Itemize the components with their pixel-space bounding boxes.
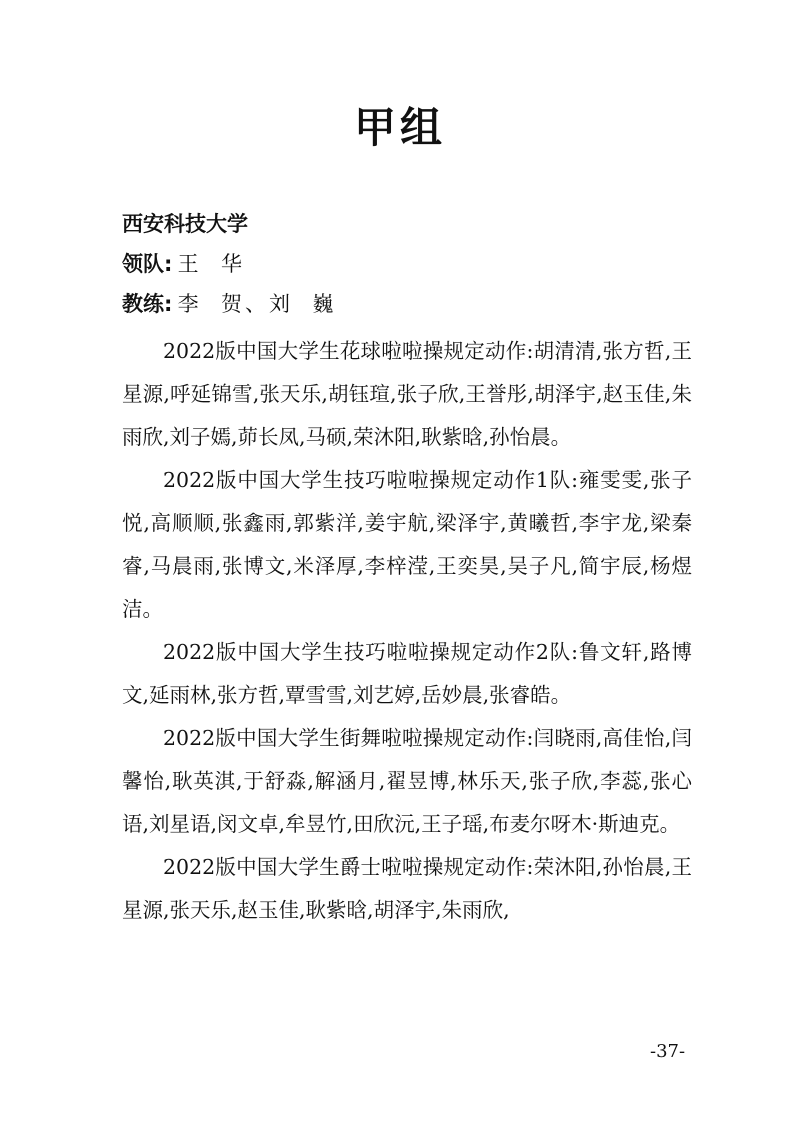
page-number: -37- <box>650 1041 686 1062</box>
leader-line <box>122 244 692 284</box>
page-title: 甲组 <box>353 103 446 152</box>
paragraph-stunt-routine-team-2: 2022版中国大学生技巧啦啦操规定动作2队:鲁文轩,路博文,延雨林,张方哲,覃雪雪,刘艺婷,岳妙晨,张睿皓。 <box>122 640 692 707</box>
leader-label: 领队: <box>122 252 173 276</box>
page-content <box>122 204 692 932</box>
coach-line <box>122 284 692 324</box>
coach-label: 教练: <box>122 292 173 316</box>
leader-value: 王 华 <box>177 252 246 276</box>
paragraph-pompom-routine: 2022版中国大学生花球啦啦操规定动作:胡清清,张方哲,王星源,呼延锦雪,张天乐,胡钰瑄,张子欣,王誉彤,胡泽宇,赵玉佳,朱雨欣,刘子嫣,茆长凤,马硕,荣沐阳,耿紫晗,孙怡晨。 <box>122 339 692 449</box>
coach-value: 李 贺、刘 巍 <box>177 292 337 316</box>
paragraph-stunt-routine-team-1: 2022版中国大学生技巧啦啦操规定动作1队:雍雯雯,张子悦,高顺顺,张鑫雨,郭紫洋,姜宇航,梁泽宇,黄曦哲,李宇龙,梁秦睿,马晨雨,张博文,米泽厚,李梓滢,王奕昊,吴子凡,简宇辰,杨煜洁。 <box>122 468 692 621</box>
school-name: 西安科技大学 <box>122 212 248 236</box>
paragraph-jazz-routine: 2022版中国大学生爵士啦啦操规定动作:荣沐阳,孙怡晨,王星源,张天乐,赵玉佳,耿紫晗,胡泽宇,朱雨欣, <box>122 855 692 922</box>
paragraph-hiphop-routine: 2022版中国大学生街舞啦啦操规定动作:闫晓雨,高佳怡,闫馨怡,耿英淇,于舒淼,解涵月,翟昱博,林乐天,张子欣,李蕊,张心语,刘星语,闵文卓,牟昱竹,田欣沅,王子瑶,布麦尔呀木·斯迪克。 <box>122 726 692 836</box>
